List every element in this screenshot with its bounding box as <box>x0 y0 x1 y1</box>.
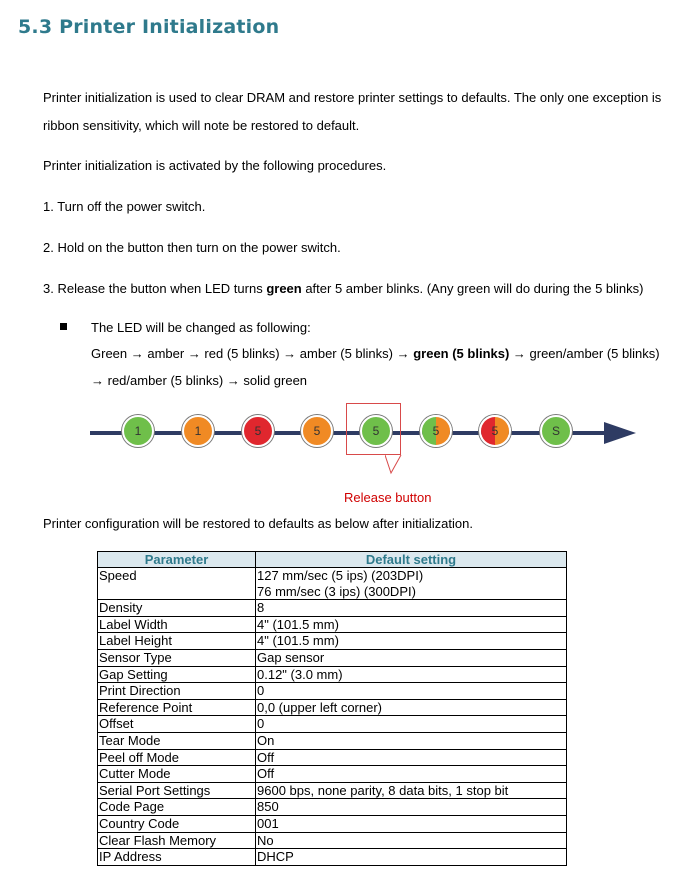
default-settings-table <box>97 551 567 866</box>
table-row <box>98 732 567 749</box>
default-value-cell: 4" (101.5 mm) <box>256 616 567 633</box>
table-row <box>98 683 567 700</box>
activation-text: Printer initialization is activated by the following procedures. <box>43 158 387 173</box>
led-seq-part-b: → green/amber (5 blinks) <box>509 346 660 361</box>
default-value-cell: 0 <box>256 716 567 733</box>
parameter-cell: Sensor Type <box>98 649 256 666</box>
table-header-row <box>98 552 567 568</box>
led-label: 5 <box>313 424 321 438</box>
callout-tail-icon <box>385 455 405 475</box>
step-2: 2. Hold on the button then turn on the power switch. <box>43 240 341 255</box>
timeline-arrow-icon <box>604 422 636 444</box>
default-value-cell: Off <box>256 749 567 766</box>
led-indicator <box>360 415 392 447</box>
parameter-cell: Clear Flash Memory <box>98 832 256 849</box>
table-row <box>98 782 567 799</box>
led-seq-part-a: Green → amber → red (5 blinks) → amber (5 blinks) → <box>91 346 414 361</box>
led-sequence-diagram <box>90 402 650 472</box>
parameter-cell: Peel off Mode <box>98 749 256 766</box>
table-row <box>98 716 567 733</box>
default-value-cell: 001 <box>256 815 567 832</box>
default-value-cell: Off <box>256 766 567 783</box>
led-label: 1 <box>134 424 142 438</box>
default-value-cell: 9600 bps, none parity, 8 data bits, 1 stop bit <box>256 782 567 799</box>
led-seq-bold: green (5 blinks) <box>413 346 510 361</box>
header-default-setting: Default setting <box>256 552 567 568</box>
led-indicator <box>242 415 274 447</box>
table-row <box>98 600 567 617</box>
parameter-cell: Print Direction <box>98 683 256 700</box>
default-value-cell: 0.12" (3.0 mm) <box>256 666 567 683</box>
led-label: 5 <box>491 424 499 438</box>
parameter-cell: Cutter Mode <box>98 766 256 783</box>
led-indicator <box>479 415 511 447</box>
default-value-cell: 0,0 (upper left corner) <box>256 699 567 716</box>
led-indicator <box>301 415 333 447</box>
default-value-cell: DHCP <box>256 849 567 866</box>
led-label: 5 <box>432 424 440 438</box>
table-body <box>98 568 567 866</box>
default-value-cell: No <box>256 832 567 849</box>
table-row <box>98 568 567 600</box>
table-row <box>98 849 567 866</box>
intro-line-1: Printer initialization is used to clear DRAM and restore printer settings to defaults. The only one exception is <box>43 90 662 105</box>
table-row <box>98 749 567 766</box>
parameter-cell: Speed <box>98 568 256 600</box>
parameter-cell: Label Width <box>98 616 256 633</box>
parameter-cell: Tear Mode <box>98 732 256 749</box>
restore-text: Printer configuration will be restored to defaults as below after initialization. <box>43 516 473 531</box>
bullet-square-icon <box>60 323 67 330</box>
default-value-cell: 8 <box>256 600 567 617</box>
parameter-cell: Label Height <box>98 633 256 650</box>
table-row <box>98 832 567 849</box>
step-3-after: after 5 amber blinks. (Any green will do during the 5 blinks) <box>301 281 644 296</box>
table-row <box>98 666 567 683</box>
parameter-cell: Offset <box>98 716 256 733</box>
table-row <box>98 633 567 650</box>
parameter-cell: Gap Setting <box>98 666 256 683</box>
parameter-cell: Density <box>98 600 256 617</box>
parameter-cell: Code Page <box>98 799 256 816</box>
default-value-cell: 0 <box>256 683 567 700</box>
led-label: 1 <box>194 424 202 438</box>
default-value-cell: On <box>256 732 567 749</box>
intro-line-2: ribbon sensitivity, which will note be restored to default. <box>43 118 360 133</box>
step-3 <box>43 281 644 297</box>
parameter-cell: Serial Port Settings <box>98 782 256 799</box>
led-sequence-line-2: → red/amber (5 blinks) → solid green <box>91 373 308 388</box>
default-value-cell: 127 mm/sec (5 ips) (203DPI) 76 mm/sec (3 ips) (300DPI) <box>256 568 567 600</box>
release-button-label: Release button <box>344 490 432 505</box>
led-indicator <box>540 415 572 447</box>
table-row <box>98 815 567 832</box>
step-3-before: 3. Release the button when LED turns <box>43 281 267 296</box>
led-label: 5 <box>254 424 262 438</box>
table-row <box>98 766 567 783</box>
table-row <box>98 649 567 666</box>
default-value-cell: 4" (101.5 mm) <box>256 633 567 650</box>
step-1: 1. Turn off the power switch. <box>43 199 206 214</box>
led-indicator <box>420 415 452 447</box>
table-row <box>98 799 567 816</box>
table-row <box>98 699 567 716</box>
bullet-title: The LED will be changed as following: <box>91 320 311 335</box>
led-indicator <box>122 415 154 447</box>
parameter-cell: Country Code <box>98 815 256 832</box>
header-parameter: Parameter <box>98 552 256 568</box>
default-value-cell: Gap sensor <box>256 649 567 666</box>
led-indicator <box>182 415 214 447</box>
led-label: 5 <box>372 424 380 438</box>
step-3-bold: green <box>266 281 302 296</box>
default-value-cell: 850 <box>256 799 567 816</box>
parameter-cell: IP Address <box>98 849 256 866</box>
table-row <box>98 616 567 633</box>
section-heading: 5.3 Printer Initialization <box>18 16 280 38</box>
led-label: S <box>551 424 560 438</box>
led-sequence-line-1 <box>91 346 660 362</box>
parameter-cell: Reference Point <box>98 699 256 716</box>
